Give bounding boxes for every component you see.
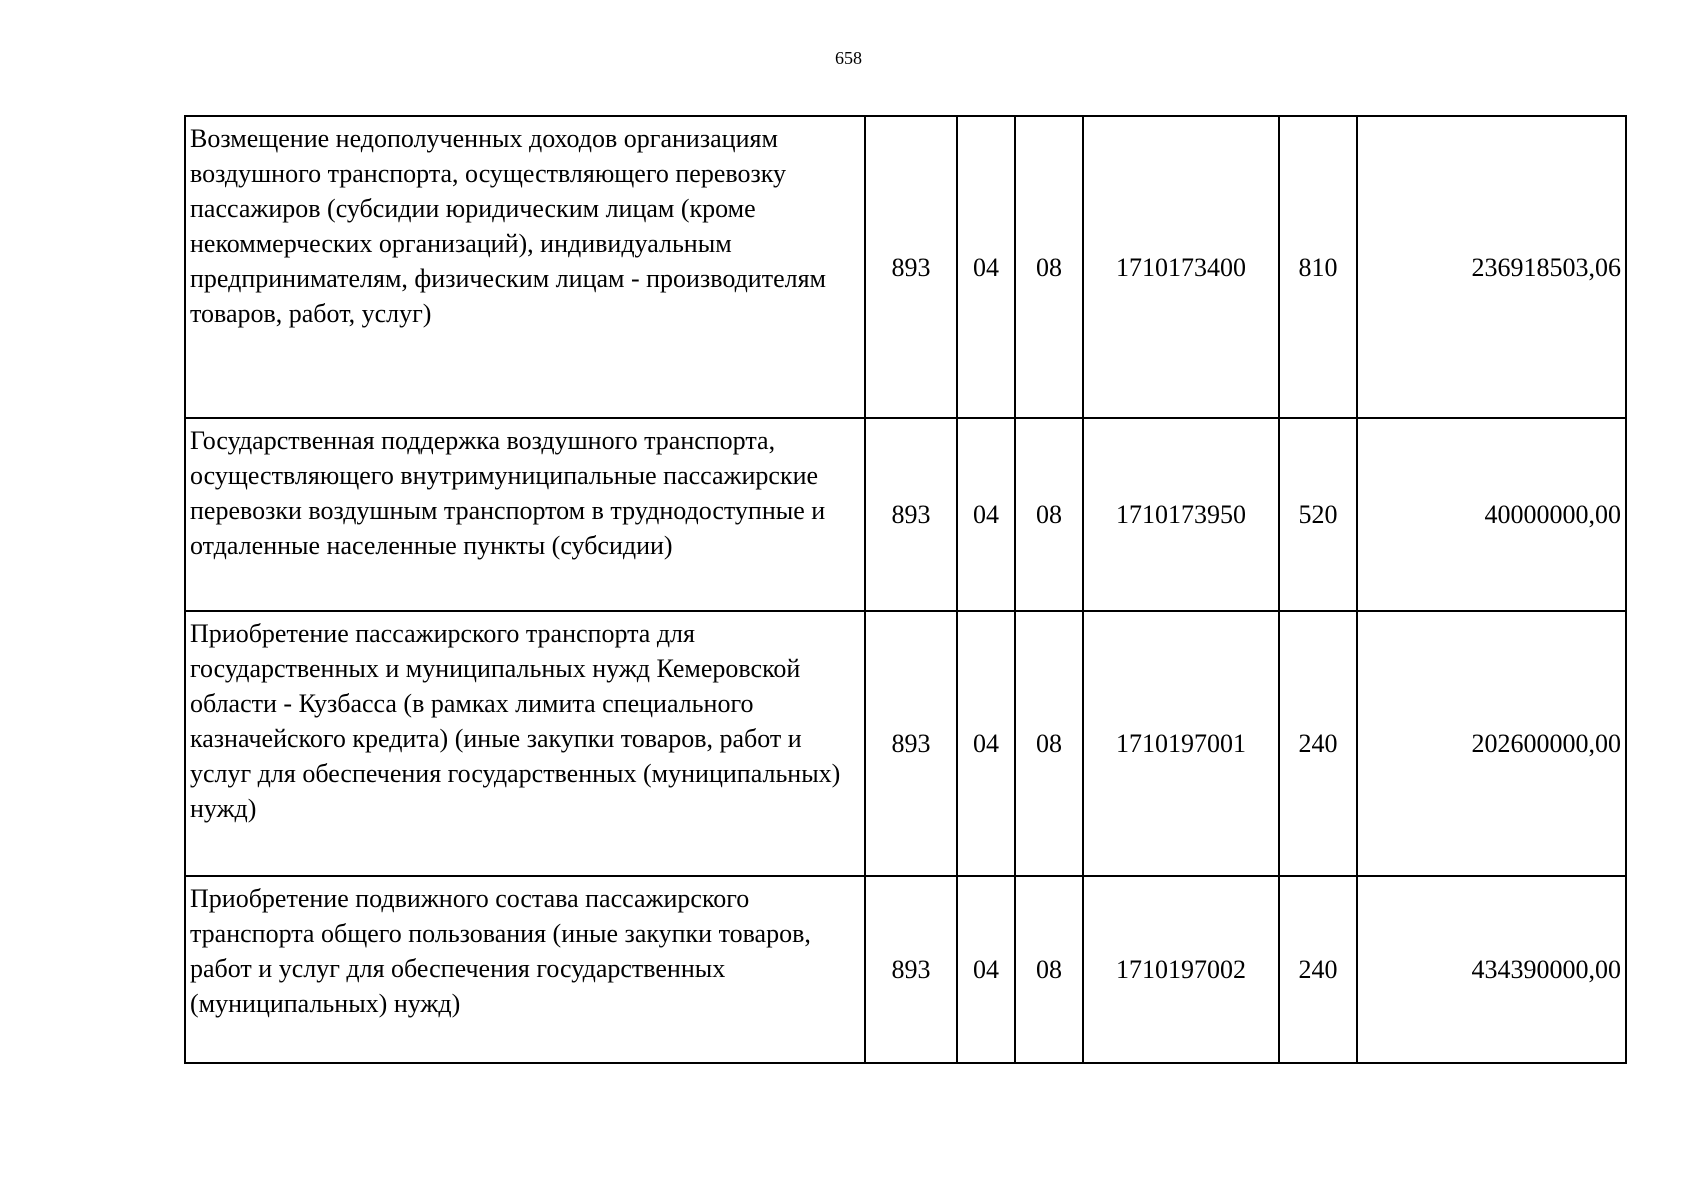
table-row — [185, 611, 1626, 876]
amount: 434390000,00 — [1357, 876, 1626, 1063]
budget-table — [184, 115, 1627, 1064]
section-code: 04 — [957, 611, 1015, 876]
expense-description: Приобретение пассажирского транспорта для государственных и муниципальных нужд Кемеровской области - Кузбасса (в рамках лимита специального казначейского кредита) (иные закупки товаров, работ и услуг для обеспечения государственных (муниципальных) нужд) — [185, 611, 865, 876]
expense-description: Приобретение подвижного состава пассажирского транспорта общего пользования (иные закупки товаров, работ и услуг для обеспечения государственных (муниципальных) нужд) — [185, 876, 865, 1063]
amount: 40000000,00 — [1357, 418, 1626, 611]
section-code: 04 — [957, 418, 1015, 611]
amount: 236918503,06 — [1357, 116, 1626, 418]
page-number: 658 — [835, 48, 862, 68]
expense-description: Государственная поддержка воздушного транспорта, осуществляющего внутримуниципальные пассажирские перевозки воздушным транспортом в труднодоступные и отдаленные населенные пункты (субсидии) — [185, 418, 865, 611]
target-item-code: 1710173950 — [1083, 418, 1279, 611]
table-row — [185, 876, 1626, 1063]
section-code: 04 — [957, 116, 1015, 418]
amount: 202600000,00 — [1357, 611, 1626, 876]
expense-type-code: 810 — [1279, 116, 1357, 418]
expense-description: Возмещение недополученных доходов организациям воздушного транспорта, осуществляющего перевозку пассажиров (субсидии юридическим лицам (кроме некоммерческих организаций), индивидуальным предпринимателям, физическим лицам - производителям товаров, работ, услуг) — [185, 116, 865, 418]
expense-type-code: 240 — [1279, 611, 1357, 876]
table-row — [185, 418, 1626, 611]
section-code: 04 — [957, 876, 1015, 1063]
subsection-code: 08 — [1015, 611, 1083, 876]
subsection-code: 08 — [1015, 876, 1083, 1063]
subsection-code: 08 — [1015, 418, 1083, 611]
ministry-code: 893 — [865, 611, 957, 876]
target-item-code: 1710197001 — [1083, 611, 1279, 876]
subsection-code: 08 — [1015, 116, 1083, 418]
ministry-code: 893 — [865, 876, 957, 1063]
table-row — [185, 116, 1626, 418]
target-item-code: 1710173400 — [1083, 116, 1279, 418]
ministry-code: 893 — [865, 418, 957, 611]
expense-type-code: 240 — [1279, 876, 1357, 1063]
ministry-code: 893 — [865, 116, 957, 418]
expense-type-code: 520 — [1279, 418, 1357, 611]
target-item-code: 1710197002 — [1083, 876, 1279, 1063]
